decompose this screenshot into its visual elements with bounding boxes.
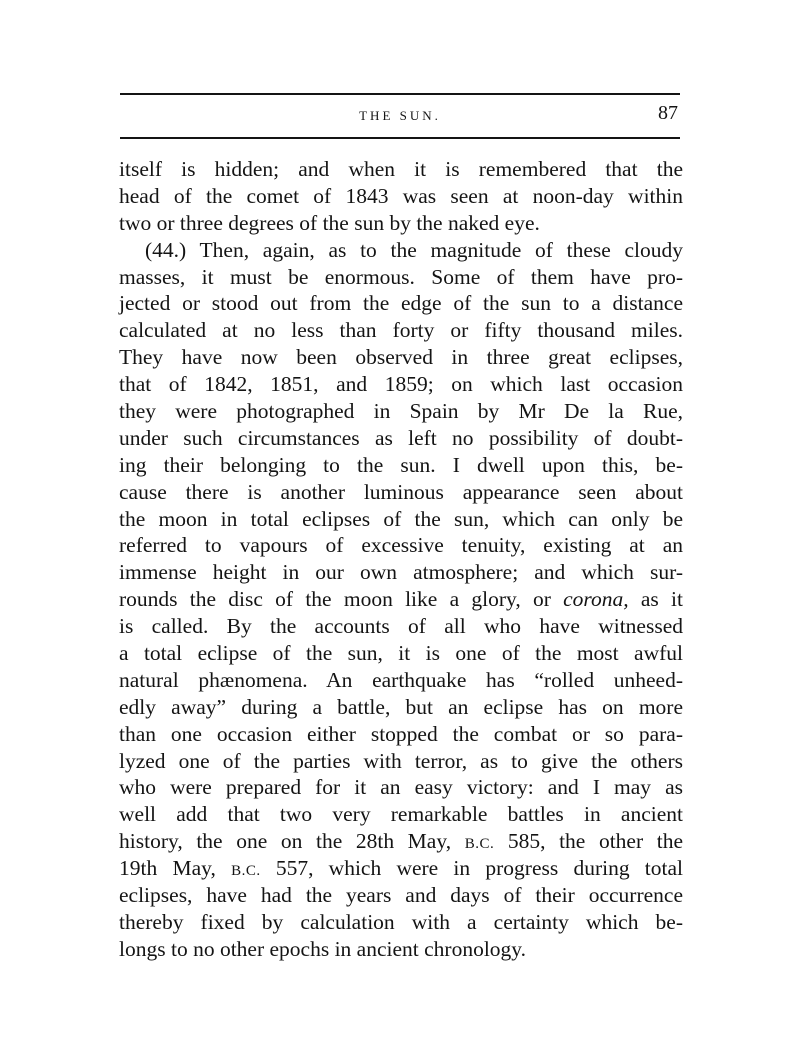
text-line: they were photographed in Spain by Mr De la Rue,: [119, 399, 683, 424]
text-line: that of 1842, 1851, and 1859; on which last occasion: [119, 372, 683, 397]
text-line: longs to no other epochs in ancient chronology.: [119, 936, 527, 961]
text-line-bc-585: [119, 828, 683, 855]
running-title: THE SUN.: [359, 108, 441, 123]
text-line: cause there is another luminous appearance seen about: [119, 479, 683, 504]
text-segment: 557, which were in progress during total: [275, 856, 684, 881]
text-segment: as it: [640, 587, 683, 612]
text-line: is called. By the accounts of all who have witnessed: [119, 614, 683, 639]
text-line: calculated at no less than forty or fifty thousand miles.: [119, 318, 683, 343]
text-segment: 19th May,: [119, 856, 216, 881]
text-line: itself is hidden; and when it is remembered that the: [119, 157, 683, 181]
text-line: a total eclipse of the sun, it is one of the most awful: [119, 641, 683, 666]
text-line: thereby fixed by calculation with a certainty which be-: [119, 909, 683, 934]
paragraph-start-line: (44.) Then, again, as to the magnitude of these cloudy: [145, 237, 683, 262]
text-segment: rounds the disc of the moon like a glory, or: [119, 587, 551, 612]
small-caps-bc: B.C.: [464, 836, 495, 853]
text-line-bc-557: [119, 855, 683, 882]
small-caps-bc: B.C.: [231, 863, 261, 880]
text-line: masses, it must be enormous. Some of them have pro-: [119, 264, 683, 289]
text-line: lyzed one of the parties with terror, as to give the others: [119, 748, 683, 773]
text-line: ing their belonging to the sun. I dwell upon this, be-: [119, 452, 683, 477]
text-line: immense height in our own atmosphere; and which sur-: [119, 560, 683, 585]
text-line: eclipses, have had the years and days of their occurrence: [119, 883, 683, 908]
text-line: natural phænomena. An earthquake has “rolled unheed-: [119, 667, 683, 692]
text-line: jected or stood out from the edge of the sun to a distance: [119, 291, 683, 316]
text-line: well add that two very remarkable battles in ancient: [119, 802, 683, 827]
text-line: head of the comet of 1843 was seen at noon-day within: [119, 183, 683, 208]
page-number: 87: [658, 102, 678, 124]
text-line: who were prepared for it an easy victory: and I may as: [119, 775, 683, 800]
text-segment: 585, the other the: [507, 829, 684, 854]
text-line: than one occasion either stopped the combat or so para-: [119, 721, 683, 746]
text-line: They have now been observed in three great eclipses,: [119, 345, 683, 370]
text-segment: history, the one on the 28th May,: [119, 829, 452, 854]
text-line-corona: [119, 586, 683, 613]
text-line: edly away” during a battle, but an eclipse has on more: [119, 694, 683, 719]
text-line: the moon in total eclipses of the sun, which can only be: [119, 506, 683, 531]
text-line: referred to vapours of excessive tenuity, existing at an: [119, 533, 683, 558]
text-line: two or three degrees of the sun by the naked eye.: [119, 210, 540, 235]
header-bottom-rule: [120, 137, 680, 139]
running-head: [120, 100, 680, 132]
text-line: under such circumstances as left no possibility of doubt-: [119, 425, 683, 450]
italic-term: corona,: [563, 587, 629, 612]
header-top-rule: [120, 93, 680, 95]
body-text: [119, 156, 683, 963]
